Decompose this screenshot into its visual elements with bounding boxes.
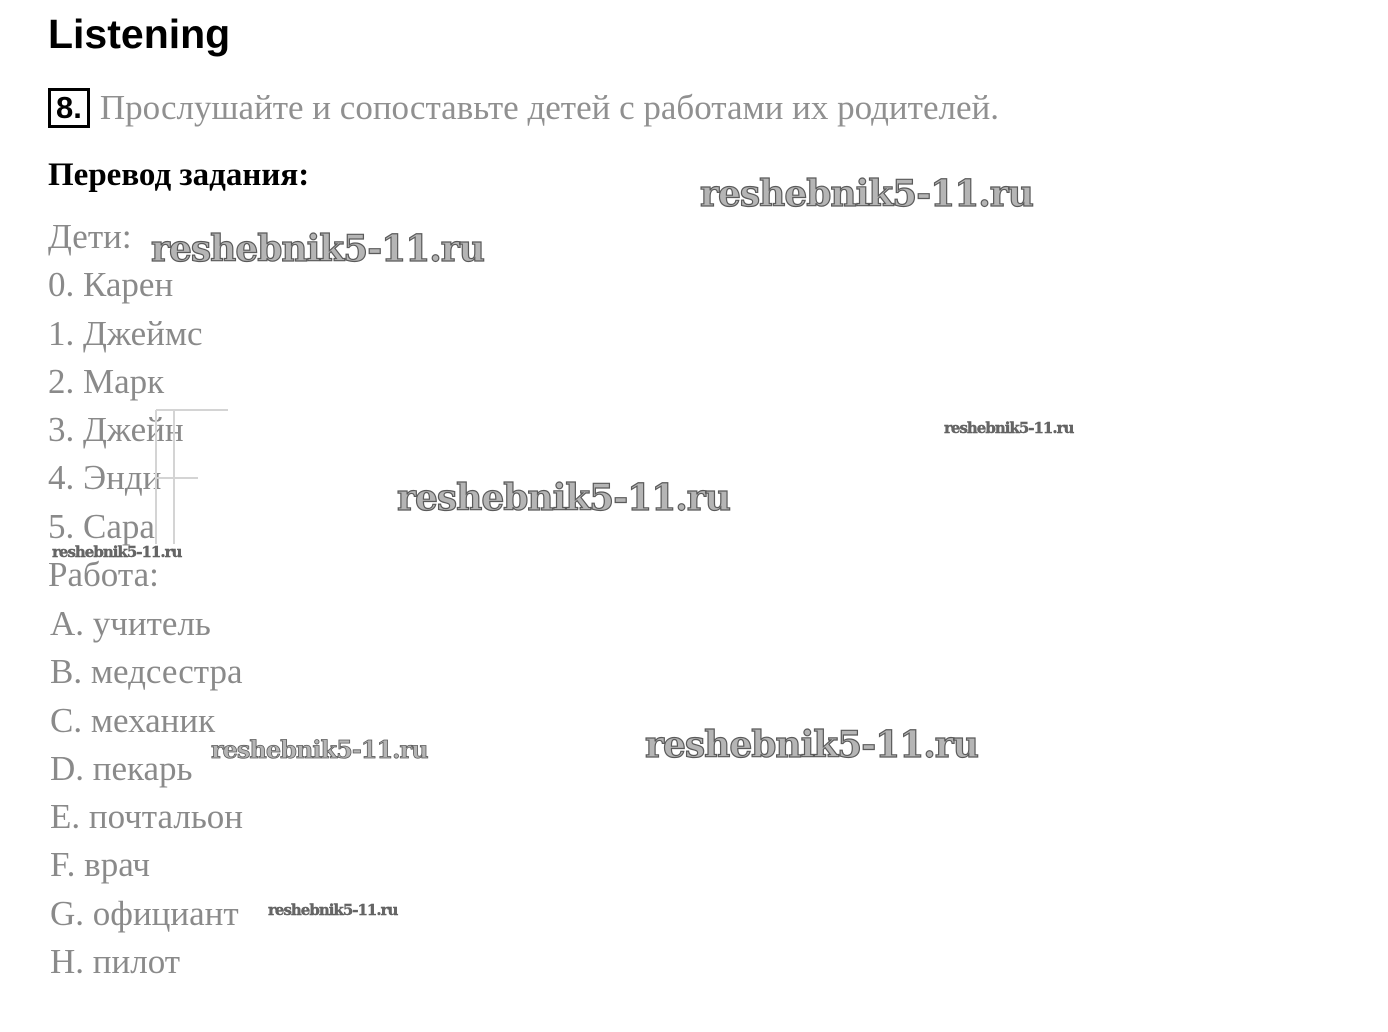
child-item: 2. Марк (48, 361, 165, 401)
watermark: reshebnik5-11.ru (52, 543, 182, 561)
translation-heading: Перевод задания: (48, 157, 310, 193)
watermark: reshebnik5-11.ru (151, 228, 484, 270)
watermark: reshebnik5-11.ru (211, 735, 428, 764)
task-instruction: Прослушайте и сопоставьте детей с работами их родителей. (99, 88, 999, 127)
child-item: 4. Энди (48, 458, 162, 498)
child-item: 3. Джейн (48, 410, 184, 450)
job-item: B. медсестра (50, 652, 243, 692)
job-item: F. врач (50, 845, 150, 885)
watermark: reshebnik5-11.ru (268, 901, 398, 919)
watermark: reshebnik5-11.ru (700, 173, 1033, 215)
child-item: 5. Сара (48, 506, 155, 546)
section-title: Listening (48, 11, 231, 57)
jobs-list (50, 600, 243, 986)
task-line (48, 86, 999, 130)
child-item: 0. Карен (48, 265, 174, 305)
children-heading: Дети: (48, 217, 132, 256)
watermark: reshebnik5-11.ru (397, 477, 730, 519)
job-item: G. официант (50, 893, 239, 933)
job-item: C. механик (50, 700, 216, 740)
jobs-heading: Работа: (48, 555, 159, 594)
watermark: reshebnik5-11.ru (645, 724, 978, 766)
task-number-box: 8. (48, 88, 90, 128)
job-item: H. пилот (50, 942, 181, 982)
job-item: D. пекарь (50, 748, 193, 788)
watermark: reshebnik5-11.ru (944, 419, 1074, 437)
job-item: A. учитель (50, 604, 211, 643)
children-list (48, 213, 203, 551)
child-item: 1. Джеймс (48, 313, 203, 353)
job-item: E. почтальон (50, 797, 244, 837)
